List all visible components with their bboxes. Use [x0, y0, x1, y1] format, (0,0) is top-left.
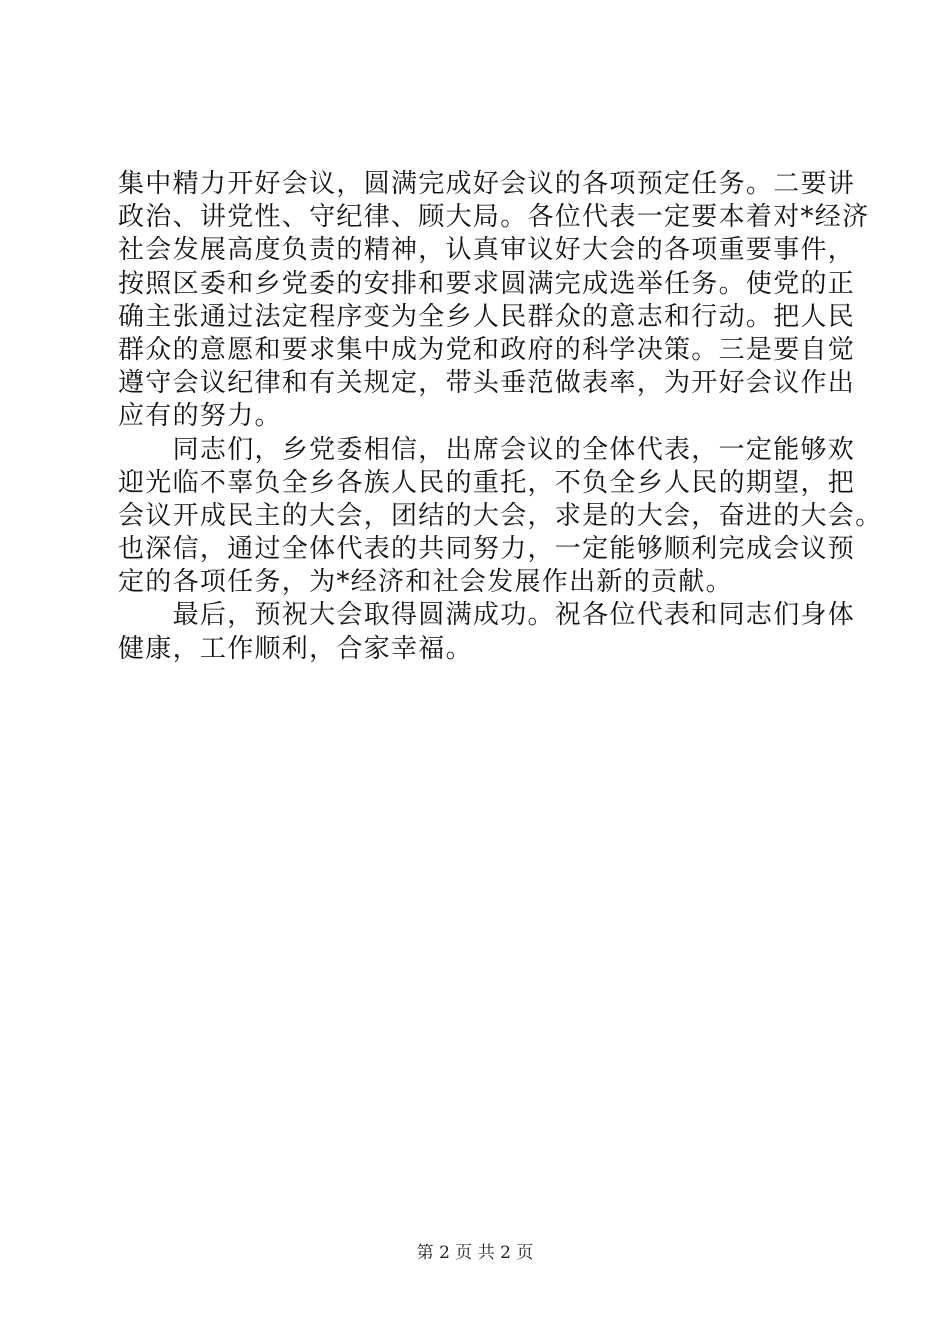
text-line: 定的各项任务，为*经济和社会发展作出新的贡献。 [118, 567, 733, 598]
text-line: 社会发展高度负责的精神，认真审议好大会的各项重要事件， [118, 235, 856, 266]
text-line: 同志们，乡党委相信，出席会议的全体代表，一定能够欢 [118, 434, 856, 465]
body-text [118, 168, 883, 666]
text-line: 会议开成民主的大会，团结的大会，求是的大会，奋进的大会。 [118, 500, 883, 531]
text-line: 政治、讲党性、守纪律、顾大局。各位代表一定要本着对*经济 [118, 202, 870, 233]
page-number-footer: 第 2 页 共 2 页 [416, 1243, 534, 1263]
text-line: 确主张通过法定程序变为全乡人民群众的意志和行动。把人民 [118, 301, 856, 332]
text-line: 群众的意愿和要求集中成为党和政府的科学决策。三是要自觉 [118, 334, 856, 365]
text-line: 遵守会议纪律和有关规定，带头垂范做表率，为开好会议作出 [118, 368, 856, 399]
text-line: 最后，预祝大会取得圆满成功。祝各位代表和同志们身体 [118, 600, 856, 631]
text-line: 集中精力开好会议，圆满完成好会议的各项预定任务。二要讲 [118, 169, 856, 199]
text-line: 也深信，通过全体代表的共同努力，一定能够顺利完成会议预 [118, 534, 856, 565]
text-line: 健康，工作顺利，合家幸福。 [118, 633, 473, 664]
text-line: 应有的努力。 [118, 401, 282, 432]
text-line: 按照区委和乡党委的安排和要求圆满完成选举任务。使党的正 [118, 268, 856, 299]
text-line: 迎光临不辜负全乡各族人民的重托，不负全乡人民的期望，把 [118, 467, 856, 498]
